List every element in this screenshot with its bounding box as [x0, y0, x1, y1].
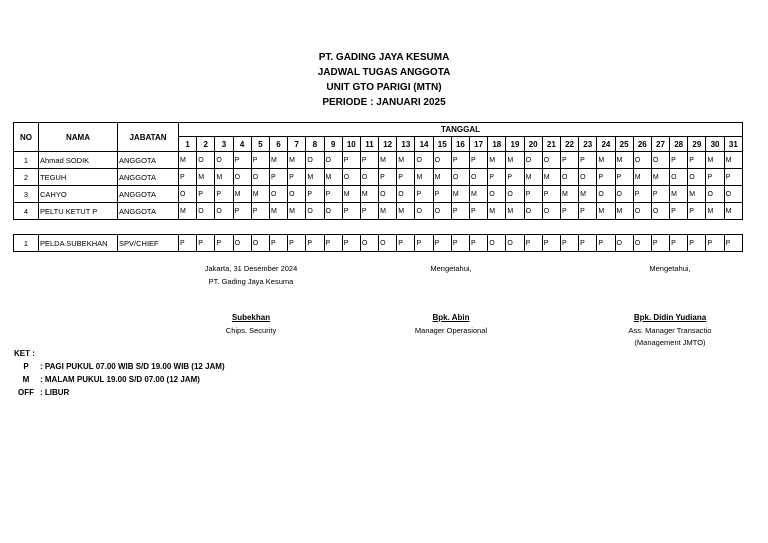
shift-cell: O — [542, 152, 560, 169]
shift-cell: O — [615, 235, 633, 252]
shift-cell: M — [179, 152, 197, 169]
shift-cell: O — [506, 186, 524, 203]
mengetahui-1: Mengetahui, — [430, 264, 472, 273]
shift-cell: O — [524, 203, 542, 220]
legend-code-p: P — [23, 362, 29, 371]
shift-cell: P — [415, 235, 433, 252]
shift-cell: P — [724, 169, 742, 186]
signatory-1-name: Subekhan — [231, 313, 271, 322]
shift-cell: O — [433, 203, 451, 220]
shift-cell: M — [633, 169, 651, 186]
shift-cell: O — [215, 203, 233, 220]
shift-cell: P — [542, 186, 560, 203]
shift-cell: O — [633, 235, 651, 252]
member-position: ANGGOTA — [118, 169, 179, 186]
shift-cell: P — [433, 235, 451, 252]
shift-cell: P — [724, 235, 742, 252]
day-header: 16 — [451, 137, 469, 152]
shift-cell: P — [560, 152, 578, 169]
shift-cell: O — [688, 169, 706, 186]
shift-cell: P — [415, 186, 433, 203]
shift-cell: P — [233, 152, 251, 169]
shift-cell: P — [397, 235, 415, 252]
shift-cell: M — [688, 186, 706, 203]
shift-cell: M — [724, 152, 742, 169]
legend-code-m: M — [22, 375, 30, 384]
shift-cell: M — [433, 169, 451, 186]
shift-cell: O — [179, 186, 197, 203]
shift-cell: O — [724, 186, 742, 203]
shift-cell: O — [506, 235, 524, 252]
shift-cell: P — [251, 152, 269, 169]
shift-cell: O — [651, 203, 669, 220]
day-header: 9 — [324, 137, 342, 152]
shift-cell: O — [488, 235, 506, 252]
mengetahui-2: Mengetahui, — [649, 264, 691, 273]
table-row — [14, 186, 743, 203]
day-header: 23 — [579, 137, 597, 152]
legend-code-off: OFF — [18, 388, 34, 397]
table-row — [14, 169, 743, 186]
shift-cell: M — [724, 203, 742, 220]
shift-cell: P — [179, 235, 197, 252]
shift-cell: M — [615, 203, 633, 220]
day-header: 27 — [651, 137, 669, 152]
shift-cell: M — [179, 203, 197, 220]
shift-cell: O — [233, 169, 251, 186]
shift-cell: O — [651, 152, 669, 169]
shift-cell: P — [470, 152, 488, 169]
schedule-table — [13, 122, 743, 220]
shift-cell: M — [233, 186, 251, 203]
shift-cell: O — [706, 186, 724, 203]
member-position: ANGGOTA — [118, 152, 179, 169]
shift-cell: M — [360, 186, 378, 203]
shift-cell: M — [269, 152, 287, 169]
signatory-2-name: Bpk. Abin — [432, 313, 470, 322]
shift-cell: P — [306, 235, 324, 252]
legend-desc-m: : MALAM PUKUL 19.00 S/D 07.00 (12 JAM) — [40, 375, 200, 384]
day-header: 7 — [288, 137, 306, 152]
shift-cell: P — [706, 169, 724, 186]
shift-cell: O — [542, 203, 560, 220]
day-header: 24 — [597, 137, 615, 152]
shift-cell: P — [397, 169, 415, 186]
shift-cell: P — [451, 203, 469, 220]
place-date: Jakarta, 31 Desember 2024 — [204, 264, 298, 273]
day-header: 6 — [269, 137, 287, 152]
shift-cell: M — [597, 152, 615, 169]
day-header: 28 — [670, 137, 688, 152]
shift-cell: M — [488, 203, 506, 220]
shift-cell: P — [524, 186, 542, 203]
day-header: 5 — [251, 137, 269, 152]
shift-cell: P — [288, 235, 306, 252]
shift-cell: M — [615, 152, 633, 169]
row-number: 3 — [14, 186, 39, 203]
day-header: 19 — [506, 137, 524, 152]
shift-cell: O — [215, 152, 233, 169]
shift-cell: P — [579, 235, 597, 252]
shift-cell: P — [451, 235, 469, 252]
shift-cell: M — [324, 169, 342, 186]
shift-cell: O — [397, 186, 415, 203]
shift-cell: P — [579, 152, 597, 169]
shift-cell: O — [251, 235, 269, 252]
shift-cell: M — [288, 152, 306, 169]
shift-cell: M — [651, 169, 669, 186]
shift-cell: M — [706, 152, 724, 169]
day-header: 17 — [470, 137, 488, 152]
company-title: PT. GADING JAYA KESUMA — [318, 52, 450, 63]
shift-cell: O — [470, 169, 488, 186]
shift-cell: M — [397, 152, 415, 169]
shift-cell: M — [597, 203, 615, 220]
shift-cell: P — [688, 203, 706, 220]
shift-cell: P — [197, 235, 215, 252]
shift-cell: O — [233, 235, 251, 252]
row-number: 2 — [14, 169, 39, 186]
shift-cell: P — [488, 169, 506, 186]
shift-cell: O — [342, 169, 360, 186]
shift-cell: P — [360, 152, 378, 169]
legend-desc-off: : LIBUR — [40, 388, 70, 397]
col-no-header: NO — [14, 123, 39, 152]
shift-cell: O — [379, 235, 397, 252]
shift-cell: P — [651, 186, 669, 203]
member-name: CAHYO — [39, 186, 118, 203]
col-tanggal-header: TANGGAL — [179, 123, 743, 137]
day-header: 4 — [233, 137, 251, 152]
shift-cell: P — [342, 203, 360, 220]
day-header: 18 — [488, 137, 506, 152]
day-header: 26 — [633, 137, 651, 152]
shift-cell: P — [342, 152, 360, 169]
shift-cell: P — [288, 169, 306, 186]
period-title: PERIODE : JANUARI 2025 — [322, 97, 446, 108]
legend-desc-p: : PAGI PUKUL 07.00 WIB S/D 19.00 WIB (12 JAM) — [40, 362, 225, 371]
day-header: 21 — [542, 137, 560, 152]
shift-cell: O — [415, 203, 433, 220]
col-jabatan-header: JABATAN — [118, 123, 179, 152]
shift-cell: P — [324, 235, 342, 252]
shift-cell: M — [560, 186, 578, 203]
shift-cell: M — [542, 169, 560, 186]
shift-cell: O — [670, 169, 688, 186]
shift-cell: P — [197, 186, 215, 203]
shift-cell: O — [251, 169, 269, 186]
signatory-1-role: Chips. Security — [225, 326, 277, 335]
shift-cell: M — [670, 186, 688, 203]
shift-cell: P — [433, 186, 451, 203]
day-header: 14 — [415, 137, 433, 152]
shift-cell: P — [470, 203, 488, 220]
shift-cell: P — [506, 169, 524, 186]
shift-cell: P — [651, 235, 669, 252]
member-position: SPV/CHIEF — [118, 235, 179, 252]
shift-cell: P — [706, 235, 724, 252]
shift-cell: M — [397, 203, 415, 220]
shift-cell: O — [560, 169, 578, 186]
day-header: 2 — [197, 137, 215, 152]
shift-cell: O — [197, 203, 215, 220]
shift-cell: M — [415, 169, 433, 186]
shift-cell: P — [470, 235, 488, 252]
shift-cell: M — [379, 152, 397, 169]
signatory-3-role: Ass. Manager Transactio — [628, 326, 712, 335]
shift-cell: M — [488, 152, 506, 169]
table-row — [14, 203, 743, 220]
shift-cell: P — [269, 169, 287, 186]
day-header: 8 — [306, 137, 324, 152]
day-header: 29 — [688, 137, 706, 152]
member-position: ANGGOTA — [118, 186, 179, 203]
shift-cell: M — [215, 169, 233, 186]
shift-cell: M — [506, 152, 524, 169]
unit-title: UNIT GTO PARIGI (MTN) — [326, 82, 442, 93]
member-name: TEGUH — [39, 169, 118, 186]
signatory-2-role: Manager Operasional — [414, 326, 488, 335]
shift-cell: M — [288, 203, 306, 220]
shift-cell: P — [324, 186, 342, 203]
shift-cell: P — [233, 203, 251, 220]
shift-cell: P — [379, 169, 397, 186]
shift-cell: P — [579, 203, 597, 220]
day-header: 22 — [560, 137, 578, 152]
shift-cell: P — [215, 186, 233, 203]
day-header: 31 — [724, 137, 742, 152]
shift-cell: O — [360, 235, 378, 252]
shift-cell: O — [433, 152, 451, 169]
shift-cell: P — [597, 235, 615, 252]
shift-cell: P — [670, 203, 688, 220]
shift-cell: P — [670, 235, 688, 252]
row-number: 1 — [14, 235, 39, 252]
day-header: 20 — [524, 137, 542, 152]
shift-cell: O — [579, 169, 597, 186]
shift-cell: M — [306, 169, 324, 186]
shift-cell: M — [342, 186, 360, 203]
shift-cell: M — [197, 169, 215, 186]
shift-cell: P — [688, 235, 706, 252]
shift-cell: P — [542, 235, 560, 252]
shift-cell: M — [470, 186, 488, 203]
member-position: ANGGOTA — [118, 203, 179, 220]
shift-cell: M — [506, 203, 524, 220]
signatory-3-name: Bpk. Didin Yudiana — [633, 313, 707, 322]
shift-cell: P — [251, 203, 269, 220]
legend-title: KET : — [14, 349, 35, 358]
row-number: 4 — [14, 203, 39, 220]
shift-cell: O — [633, 203, 651, 220]
row-number: 1 — [14, 152, 39, 169]
shift-cell: P — [342, 235, 360, 252]
shift-cell: P — [560, 235, 578, 252]
day-header: 3 — [215, 137, 233, 152]
day-header: 15 — [433, 137, 451, 152]
shift-cell: P — [615, 169, 633, 186]
shift-cell: P — [360, 203, 378, 220]
shift-cell: O — [524, 152, 542, 169]
shift-cell: M — [706, 203, 724, 220]
col-nama-header: NAMA — [39, 123, 118, 152]
shift-cell: O — [360, 169, 378, 186]
shift-cell: O — [415, 152, 433, 169]
shift-cell: O — [197, 152, 215, 169]
table-row — [14, 152, 743, 169]
day-header: 11 — [360, 137, 378, 152]
shift-cell: P — [215, 235, 233, 252]
shift-cell: P — [451, 152, 469, 169]
shift-cell: M — [379, 203, 397, 220]
day-header: 25 — [615, 137, 633, 152]
chief-row — [14, 235, 743, 252]
shift-cell: O — [451, 169, 469, 186]
shift-cell: P — [179, 169, 197, 186]
shift-cell: P — [269, 235, 287, 252]
table-header-row — [14, 123, 743, 137]
day-header: 1 — [179, 137, 197, 152]
shift-cell: P — [306, 186, 324, 203]
schedule-title: JADWAL TUGAS ANGGOTA — [317, 67, 451, 78]
shift-cell: O — [633, 152, 651, 169]
shift-cell: O — [269, 186, 287, 203]
member-name: PELTU KETUT P — [39, 203, 118, 220]
chief-table — [13, 234, 743, 252]
shift-cell: O — [597, 186, 615, 203]
day-header: 30 — [706, 137, 724, 152]
shift-cell: M — [269, 203, 287, 220]
shift-cell: P — [633, 186, 651, 203]
shift-cell: M — [251, 186, 269, 203]
shift-cell: O — [306, 152, 324, 169]
day-header: 13 — [397, 137, 415, 152]
shift-cell: M — [524, 169, 542, 186]
company-name: PT. Gading Jaya Kesuma — [208, 277, 294, 286]
shift-cell: P — [597, 169, 615, 186]
shift-cell: M — [451, 186, 469, 203]
shift-cell: M — [579, 186, 597, 203]
day-header: 12 — [379, 137, 397, 152]
shift-cell: P — [670, 152, 688, 169]
shift-cell: O — [379, 186, 397, 203]
shift-cell: O — [324, 152, 342, 169]
shift-cell: O — [488, 186, 506, 203]
member-name: Ahmad SODIK — [39, 152, 118, 169]
shift-cell: O — [615, 186, 633, 203]
shift-cell: O — [324, 203, 342, 220]
shift-cell: O — [288, 186, 306, 203]
shift-cell: O — [306, 203, 324, 220]
day-header: 10 — [342, 137, 360, 152]
member-name: PELDA SUBEKHAN — [39, 235, 118, 252]
shift-cell: P — [560, 203, 578, 220]
shift-cell: P — [688, 152, 706, 169]
shift-cell: P — [524, 235, 542, 252]
signatory-3-org: (Management JMTO) — [634, 338, 706, 347]
